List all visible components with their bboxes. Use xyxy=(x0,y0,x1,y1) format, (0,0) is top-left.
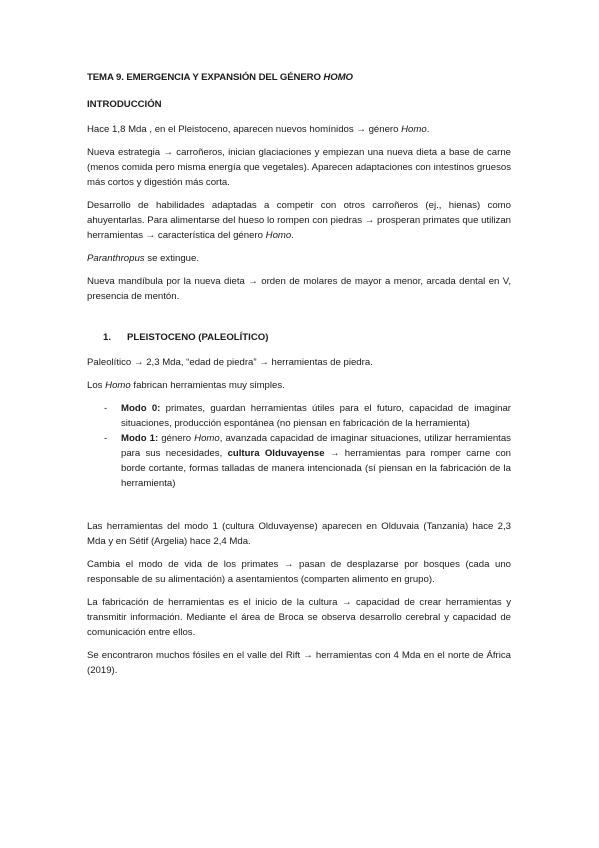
section1-paragraph-4: Cambia el modo de vida de los primates → pasan de desplazarse por bosques (cada uno responsable de su alimentación) a asentamientos (comparten alimento en grupo). xyxy=(87,559,511,585)
text-run: Desarrollo de habilidades adaptadas a competir con otros carroñeros (ej., hienas) como ahuyentarlas. Para alimentarse del hueso lo rompen con piedras → prosperan primates que utilizan herramientas → característica del género xyxy=(87,200,511,241)
bullet-dash: - xyxy=(104,433,108,444)
intro-paragraph-4 xyxy=(87,251,511,266)
section1-paragraph-2 xyxy=(87,378,511,393)
spacer xyxy=(87,312,511,330)
bold-run: Modo 1: xyxy=(121,433,159,444)
bullet-list xyxy=(87,401,511,491)
section1-paragraph-3: Las herramientas del modo 1 (cultura Olduvayense) aparecen en Olduvaia (Tanzania) hace 2,3 Mda y en Sétif (Argelia) hace 2,4 Mda. xyxy=(87,521,511,547)
text-run: fabrican herramientas muy simples. xyxy=(130,380,285,391)
intro-paragraph-1 xyxy=(87,122,511,137)
text-run: Los xyxy=(87,380,106,391)
bold-run: Modo 0: xyxy=(121,403,161,414)
italic-run: Paranthropus xyxy=(87,253,145,264)
bullet-dash: - xyxy=(104,403,108,414)
section-title: PLEISTOCENO (PALEOLÍTICO) xyxy=(127,332,269,343)
text-run: Hace 1,8 Mda , en el Pleistoceno, aparecen nuevos homínidos → género xyxy=(87,124,402,135)
text-run: , avanzada capacidad de imaginar situaciones, utilizar herramientas para sus necesidades, xyxy=(121,433,511,459)
section1-paragraph-5: La fabricación de herramientas es el inicio de la cultura → capacidad de crear herramientas y transmitir información. Mediante el área de Broca se observa desarrollo cerebral y capacidad de comunicación entre ellos. xyxy=(87,597,511,638)
section-heading-1 xyxy=(87,330,511,345)
text-run: se extingue. xyxy=(144,253,200,264)
text-run: género xyxy=(158,433,195,444)
intro-paragraph-5: Nueva mandíbula por la nueva dieta → orden de molares de mayor a menor, arcada dental en V, presencia de mentón. xyxy=(87,276,511,302)
section1-paragraph-1: Paleolítico → 2,3 Mda, “edad de piedra” → herramientas de piedra. xyxy=(87,357,373,368)
section1-paragraph-6: Se encontraron muchos fósiles en el valle del Rift → herramientas con 4 Mda en el norte de África (2019). xyxy=(87,650,511,676)
list-item xyxy=(87,431,511,491)
italic-run: Homo xyxy=(105,380,131,391)
italic-run: Homo xyxy=(194,433,220,444)
italic-run: Homo xyxy=(265,230,292,241)
list-item xyxy=(87,401,511,431)
bold-run: cultura Olduvayense xyxy=(227,448,325,459)
italic-run: Homo xyxy=(401,124,427,135)
intro-heading: INTRODUCCIÓN xyxy=(87,99,162,110)
section-number: 1. xyxy=(103,332,112,343)
text-run: . xyxy=(291,230,294,241)
text-run: primates, guardan herramientas útiles para el futuro, capacidad de imaginar situaciones, producción espontánea (no piensan en fabricación de la herramienta) xyxy=(121,403,511,429)
intro-paragraph-2: Nueva estrategia → carroñeros, inician glaciaciones y empiezan una nueva dieta a base de carne (menos comida pero misma energía que vegetales). Aparecen adaptaciones con intestinos gruesos más cortos y digestión más corta. xyxy=(87,147,511,188)
document-title xyxy=(87,70,511,85)
intro-paragraph-3 xyxy=(87,198,511,243)
title-text: TEMA 9. EMERGENCIA Y EXPANSIÓN DEL GÉNERO xyxy=(87,72,324,83)
text-run: . xyxy=(426,124,430,135)
title-italic: HOMO xyxy=(323,72,353,83)
document-page xyxy=(87,70,511,686)
text-run: → herramientas para romper carne con borde cortante, formas talladas de manera intencionada (sí piensan en la fabricación de la herramienta) xyxy=(121,448,511,489)
